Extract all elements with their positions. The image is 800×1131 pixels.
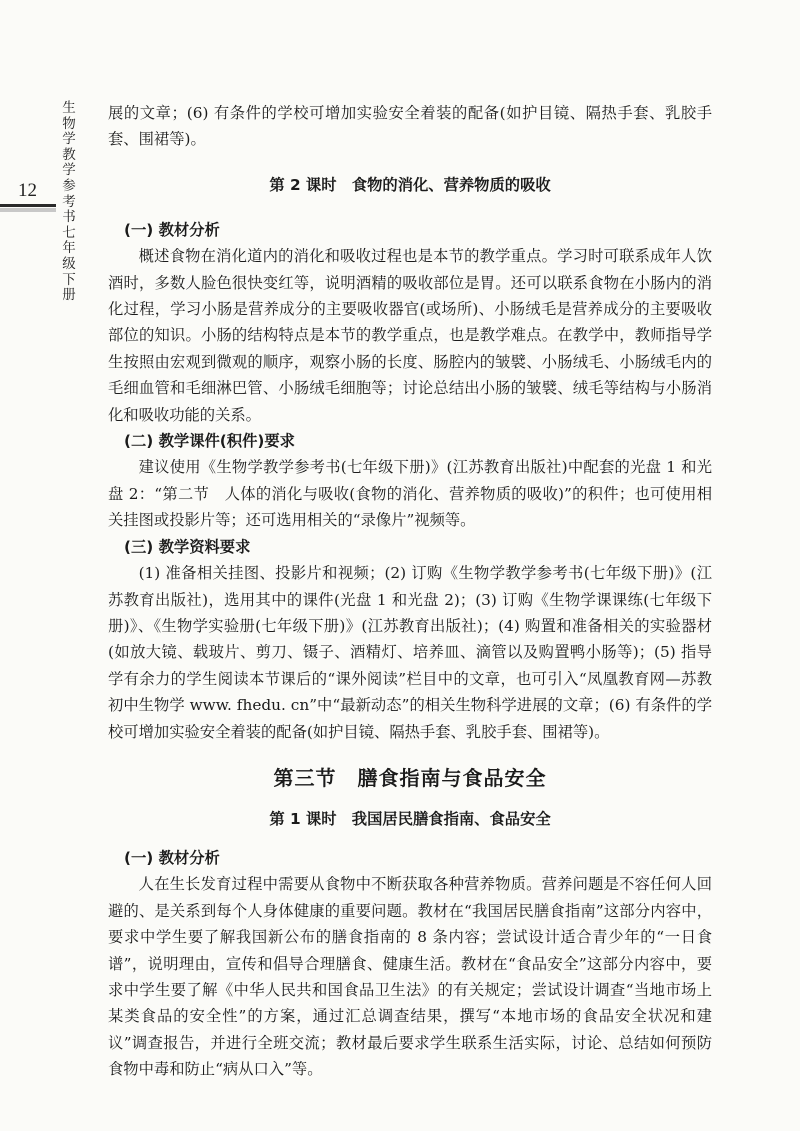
page-number: 12 bbox=[18, 180, 37, 201]
lesson-2-title: 第 2 课时 食物的消化、营养物质的吸收 bbox=[269, 175, 551, 194]
page-body bbox=[108, 100, 712, 1083]
page-number-rule bbox=[0, 204, 56, 207]
lesson-1-analysis-paragraph: 人在生长发育过程中需要从食物中不断获取各种营养物质。营养问题是不容任何人回避的、是关系到每个人身体健康的重要问题。教材在“我国居民膳食指南”这部分内容中，要求中学生要了解我国新公布的膳食指南的 8 条内容；尝试设计适合青少年的“一日食谱”，说明理由，宣传和倡导合理膳食、健康生活。教材在“食品安全”这部分内容中，要求中学生要了解《中华人民共和国食品卫生法》的有关规定；尝试设计调查“当地市场上某类食品的安全性”的方案，通过汇总调查结果，撰写“本地市场的食品安全状况和建议”调查报告，并进行全班交流；教材最后要求学生联系生活实际，讨论、总结如何预防食物中毒和防止“病从口入”等。 bbox=[108, 875, 712, 1079]
intro-paragraph: 展的文章；(6) 有条件的学校可增加实验安全着装的配备(如护目镜、隔热手套、乳胶手套、围裙等)。 bbox=[108, 104, 712, 149]
lesson-2-analysis-paragraph: 概述食物在消化道内的消化和吸收过程也是本节的教学重点。学习时可联系成年人饮酒时，多数人脸色很快变红等，说明酒精的吸收部位是胃。还可以联系食物在小肠内的消化过程，学习小肠是营养成分的主要吸收器官(或场所)、小肠绒毛是营养成分的主要吸收部位的知识。小肠的结构特点是本节的教学重点，也是教学难点。在教学中，教师指导学生按照由宏观到微观的顺序，观察小肠的长度、肠腔内的皱襞、小肠绒毛、小肠绒毛内的毛细血管和毛细淋巴管、小肠绒毛细胞等；讨论总结出小肠的皱襞、绒毛等结构与小肠消化和吸收功能的关系。 bbox=[108, 247, 712, 424]
book-title-vertical: 生物学教学参考书七年级下册 bbox=[62, 100, 76, 304]
lesson-2-courseware-paragraph: 建议使用《生物学教学参考书(七年级下册)》(江苏教育出版社)中配套的光盘 1 和光盘 2：“第二节 人体的消化与吸收(食物的消化、营养物质的吸收)”的积件；也可使用相关挂图或投影片等；还可选用相关的“录像片”视频等。 bbox=[108, 458, 712, 530]
lesson-2-heading-courseware: (二) 教学课件(积件)要求 bbox=[124, 432, 295, 451]
lesson-2-materials-paragraph: (1) 准备相关挂图、投影片和视频；(2) 订购《生物学教学参考书(七年级下册)》(江苏教育出版社)，选用其中的课件(光盘 1 和光盘 2)；(3) 订购《生物学课课练(七年级下册)》、《生物学实验册(七年级下册)》(江苏教育出版社)；(4) 购置和准备相关的实验器材(如放大镜、载玻片、剪刀、镊子、酒精灯、培养皿、滴管以及购置鸭小肠等)；(5) 指导学有余力的学生阅读本节课后的“课外阅读”栏目中的文章，也可引入“凤凰教育网—苏教初中生物学 www. fhedu. cn”中“最新动态”的相关生物科学进展的文章；(6) 有条件的学校可增加实验安全着装的配备(如护目镜、隔热手套、乳胶手套、围裙等)。 bbox=[108, 564, 712, 741]
page-number-rule-shadow bbox=[0, 208, 56, 212]
lesson-2-heading-analysis: (一) 教材分析 bbox=[124, 220, 220, 239]
section-3-title: 第三节 膳食指南与食品安全 bbox=[273, 765, 547, 790]
lesson-2-heading-materials: (三) 教学资料要求 bbox=[124, 537, 251, 556]
lesson-1-heading-analysis: (一) 教材分析 bbox=[124, 848, 220, 867]
lesson-1-title: 第 1 课时 我国居民膳食指南、食品安全 bbox=[269, 809, 551, 828]
